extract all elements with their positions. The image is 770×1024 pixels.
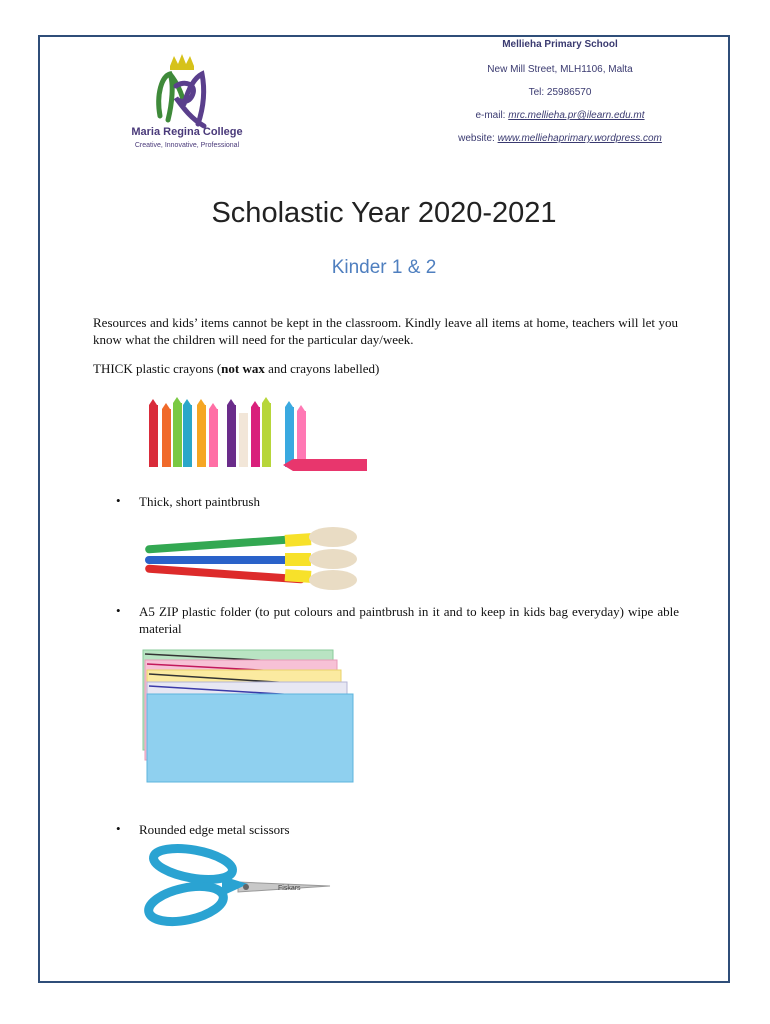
school-website-line <box>420 133 700 144</box>
email-label: e-mail: <box>475 110 509 121</box>
scissors-image <box>138 840 338 935</box>
page-title: Scholastic Year 2020-2021 <box>211 197 557 229</box>
scissors-brand: Fiskars <box>278 885 301 892</box>
page-subtitle: Kinder 1 & 2 <box>331 257 437 278</box>
item-paintbrush: Thick, short paintbrush <box>139 494 260 509</box>
school-email-line <box>420 110 700 121</box>
bullet-marker: • <box>116 821 121 836</box>
college-logo <box>112 54 252 154</box>
email-link[interactable]: mrc.mellieha.pr@ilearn.edu.mt <box>508 110 645 121</box>
crayons-bold: not wax <box>221 361 265 376</box>
website-label: website: <box>458 133 498 144</box>
paintbrush-image <box>135 510 375 597</box>
bullet-marker: • <box>116 493 121 508</box>
college-tagline: Creative, Innovative, Professional <box>134 142 240 149</box>
bullet-marker: • <box>116 603 121 618</box>
college-name: Maria Regina College <box>131 126 243 138</box>
crayons-suffix: and crayons labelled) <box>264 361 380 376</box>
crayons-prefix: THICK plastic crayons ( <box>93 361 222 376</box>
school-tel: Tel: 25986570 <box>528 87 592 98</box>
item-zip-folder: A5 ZIP plastic folder (to put colours and paintbrush in it and to keep in kids bag everyday) wipe able material <box>139 604 679 636</box>
website-link[interactable]: www.melliehaprimary.wordpress.com <box>497 133 662 144</box>
school-address: New Mill Street, MLH1106, Malta <box>487 64 633 75</box>
crayons-image <box>135 393 375 488</box>
intro-paragraph: Resources and kids’ items cannot be kept in the classroom. Kindly leave all items at home, teachers will let you know what the children will need for the particular day/week. <box>93 315 678 347</box>
crayons-line <box>93 360 678 377</box>
zip-folder-image <box>133 642 363 789</box>
item-scissors: Rounded edge metal scissors <box>139 822 290 837</box>
school-name: Mellieha Primary School <box>502 39 618 50</box>
